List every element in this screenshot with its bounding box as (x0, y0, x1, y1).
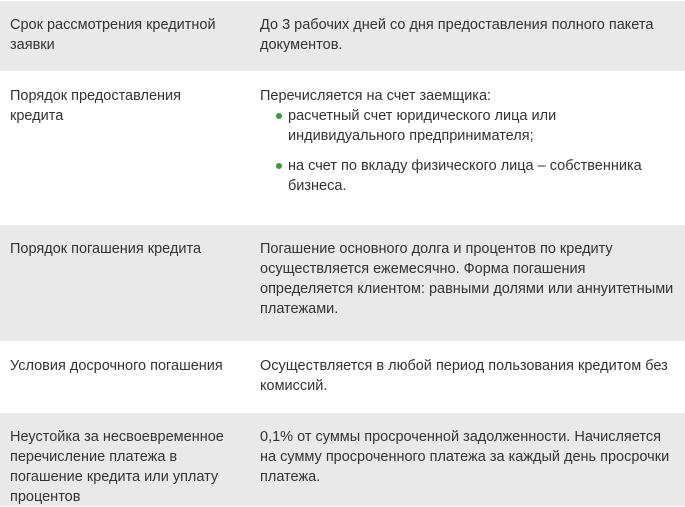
row-label: Порядок предоставления кредита (10, 88, 181, 124)
bullet-dot-icon (276, 163, 282, 169)
list-item (260, 106, 675, 146)
row-label: Неустойка за несвоевременное перечисление платежа в погашение кредита или уплату процентов (10, 429, 224, 505)
row-label: Срок рассмотрения кредитной заявки (10, 17, 216, 53)
row-label: Порядок погашения кредита (10, 241, 202, 257)
bullet-list (260, 106, 675, 196)
list-item-text: на счет по вкладу физического лица – собственника бизнеса. (288, 158, 642, 194)
table-row (0, 341, 685, 412)
table-row (0, 224, 685, 341)
table-row (0, 412, 685, 506)
list-item-text: расчетный счет юридического лица или индивидуального предпринимателя; (288, 108, 557, 144)
row-value: Погашение основного долга и процентов по кредиту осуществляется ежемесячно. Форма погашения определяется клиентом: равными долями или аннуитетными платежами. (260, 241, 674, 317)
row-value: До 3 рабочих дней со дня предоставления полного пакета документов. (260, 17, 654, 53)
row-value: 0,1% от суммы просроченной задолженности. Начисляется на сумму просроченного платежа за каждый день просрочки платежа. (260, 429, 670, 485)
row-label: Условия досрочного погашения (10, 358, 223, 374)
row-value-block (260, 86, 675, 196)
row-value: Осуществляется в любой период пользования кредитом без комиссий. (260, 358, 668, 394)
table-row (0, 0, 685, 71)
bullet-dot-icon (276, 113, 282, 119)
table-row (0, 71, 685, 224)
list-item (260, 156, 675, 196)
row-value: Перечисляется на счет заемщика: (260, 88, 492, 104)
